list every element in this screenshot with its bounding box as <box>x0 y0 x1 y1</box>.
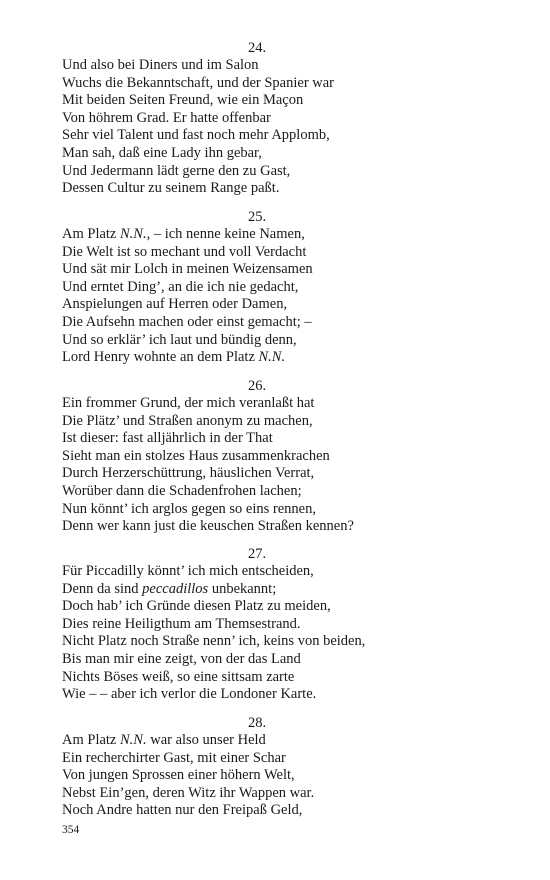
italic-name-placeholder: N.N., <box>120 226 151 242</box>
stanza-number: 26. <box>247 378 267 394</box>
verse-line: Sehr viel Talent und fast noch mehr Applomb, <box>62 127 330 144</box>
verse-line: Ein recherchirter Gast, mit einer Schar <box>62 749 286 766</box>
italic-name-placeholder: N.N. <box>258 349 286 366</box>
stanza-number: 24. <box>247 40 267 56</box>
verse-line: Denn wer kann just die keuschen Straßen kennen? <box>62 518 354 535</box>
stanza-number: 28. <box>247 715 267 731</box>
verse-line: Nichts Böses weiß, so eine sittsam zarte <box>62 668 295 685</box>
verse-line: Für Piccadilly könnt’ ich mich entscheiden, <box>62 563 314 579</box>
stanza-26 <box>62 378 502 536</box>
verse-line: Nicht Platz noch Straße nenn’ ich, keins von beiden, <box>62 633 366 650</box>
verse-line: Wuchs die Bekanntschaft, und der Spanier war <box>62 74 335 91</box>
verse-line: Und sät mir Lolch in meinen Weizensamen <box>62 261 313 278</box>
verse-line: Von jungen Sprossen einer höhern Welt, <box>62 767 295 784</box>
page-number: 354 <box>62 824 80 836</box>
verse-line: Ein frommer Grund, der mich veranlaßt hat <box>62 395 315 411</box>
verse-line: Denn da sind peccadillos unbekannt; <box>62 580 277 597</box>
verse-line: Bis man mir eine zeigt, von der das Land <box>62 650 301 667</box>
verse-line: Und also bei Diners und im Salon <box>62 57 259 73</box>
verse-line: Worüber dann die Schadenfrohen lachen; <box>62 482 302 499</box>
stanza-28 <box>62 715 502 820</box>
verse-line: Sieht man ein stolzes Haus zusammenkrachen <box>62 447 330 464</box>
verse-line: Noch Andre hatten nur den Freipaß Geld, <box>62 802 303 819</box>
verse-line: Die Welt ist so mechant und voll Verdacht <box>62 243 307 260</box>
verse-line: Nun könnt’ ich arglos gegen so eins rennen, <box>62 500 316 517</box>
verse-line: Die Aufsehn machen oder einst gemacht; – <box>62 313 312 330</box>
verse-line: Am Platz N.N., – ich nenne keine Namen, <box>62 226 305 242</box>
verse-line: Nebst Ein’gen, deren Witz ihr Wappen war. <box>62 784 315 801</box>
verse-line: Man sah, daß eine Lady ihn gebar, <box>62 144 262 161</box>
verse-line: Dessen Cultur zu seinem Range paßt. <box>62 180 280 197</box>
verse-line: Von höhrem Grad. Er hatte offenbar <box>62 109 271 126</box>
verse-line: Lord Henry wohnte an dem Platz N.N. <box>62 349 286 366</box>
verse-line: Wie – – aber ich verlor die Londoner Karte. <box>62 686 317 703</box>
verse-line: Die Plätz’ und Straßen anonym zu machen, <box>62 412 313 429</box>
verse-line: Am Platz N.N. war also unser Held <box>62 732 266 748</box>
stanza-24 <box>62 40 502 198</box>
stanza-number: 25. <box>247 209 267 225</box>
verse-line: Anspielungen auf Herren oder Damen, <box>62 296 288 313</box>
verse-line: Doch hab’ ich Gründe diesen Platz zu meiden, <box>62 598 331 615</box>
verse-line: Und erntet Ding’, an die ich nie gedacht, <box>62 278 299 295</box>
verse-line: Mit beiden Seiten Freund, wie ein Maçon <box>62 92 304 109</box>
italic-word: peccadillos <box>142 580 209 597</box>
italic-name-placeholder: N.N. <box>120 732 147 748</box>
stanza-number: 27. <box>247 546 267 562</box>
verse-line: Ist dieser: fast alljährlich in der That <box>62 430 273 447</box>
verse-line: Und so erklär’ ich laut und bündig denn, <box>62 331 297 348</box>
stanza-25 <box>62 209 502 367</box>
stanza-27 <box>62 546 502 704</box>
verse-line: Durch Herzerschüttrung, häuslichen Verrat, <box>62 465 315 482</box>
verse-line: Dies reine Heiligthum am Themsestrand. <box>62 615 301 632</box>
verse-line: Und Jedermann lädt gerne den zu Gast, <box>62 162 291 179</box>
